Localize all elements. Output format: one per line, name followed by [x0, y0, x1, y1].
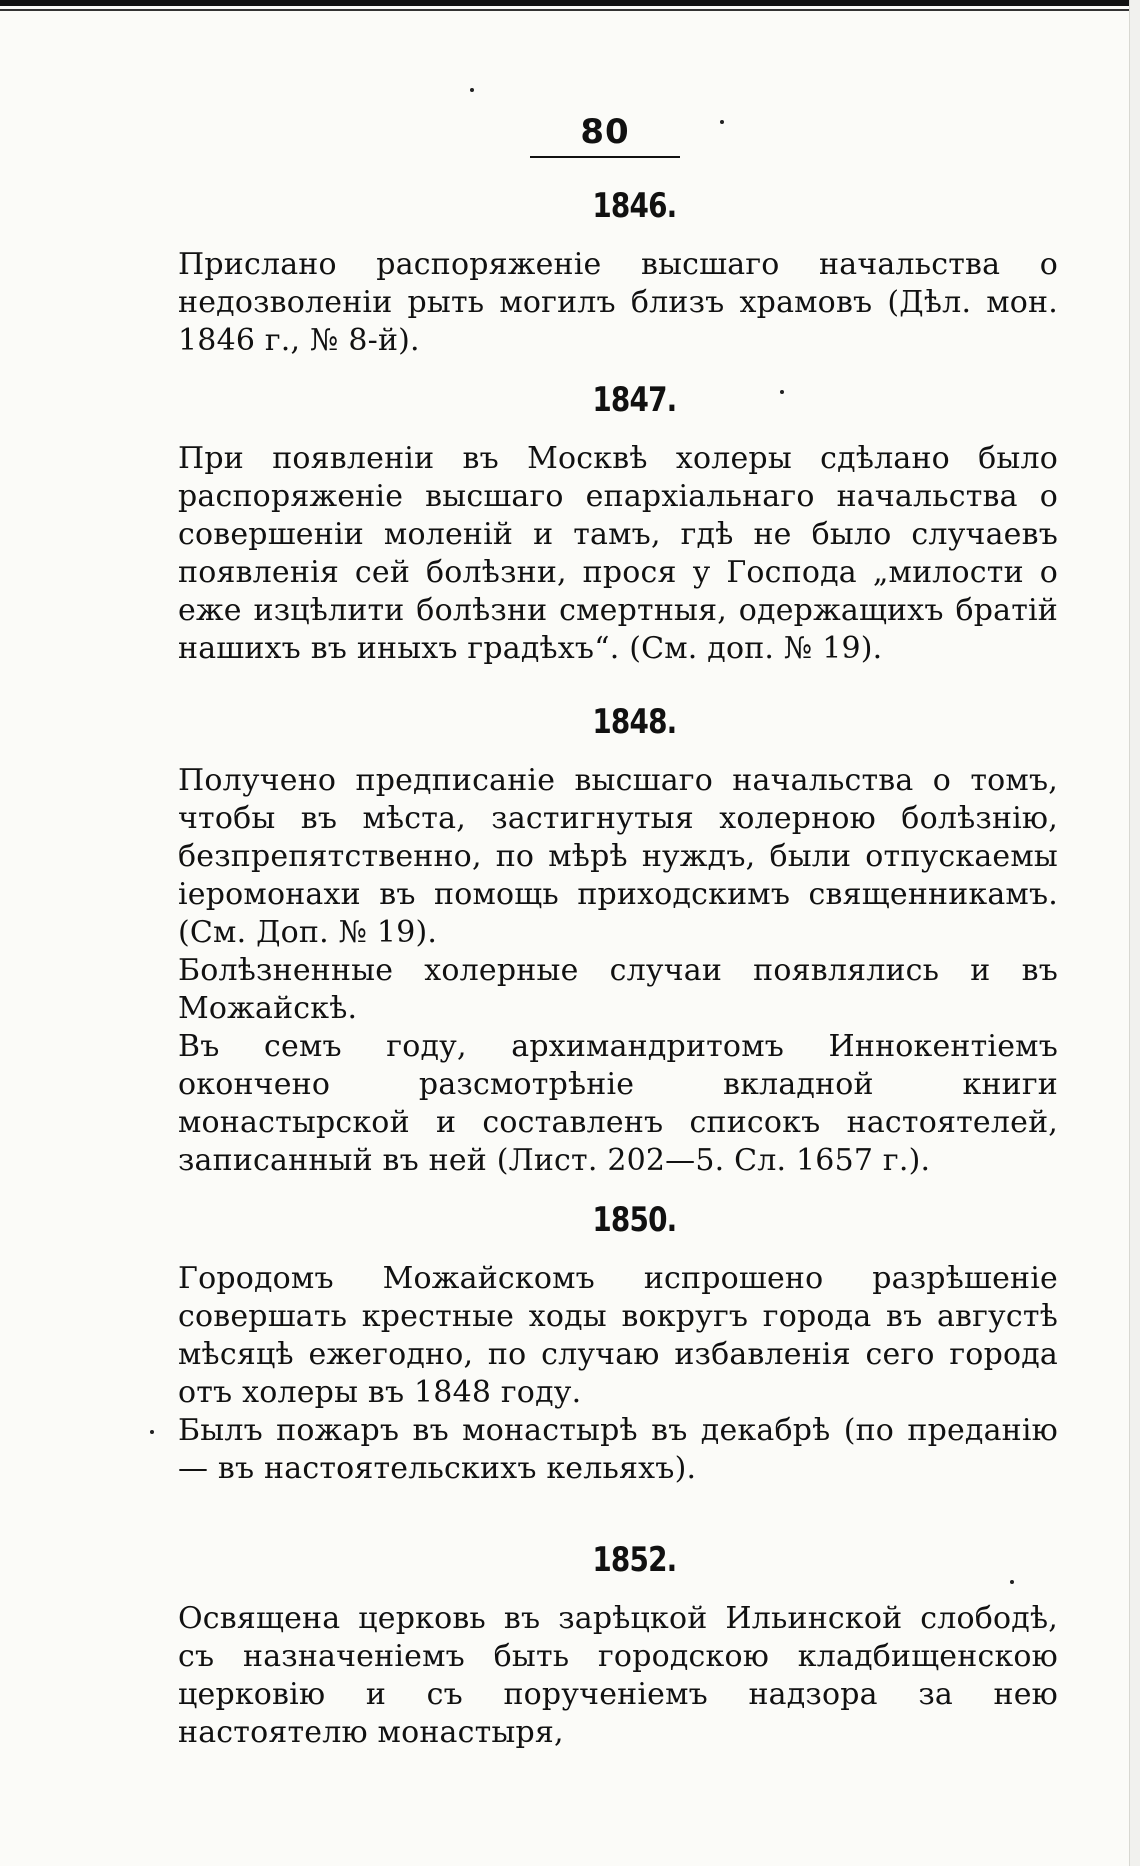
section-1847	[178, 380, 1058, 668]
print-speck	[470, 88, 474, 92]
section-year: 1848.	[592, 702, 677, 742]
top-border-rule	[0, 0, 1140, 14]
paragraph: Былъ пожаръ въ монастырѣ въ декабрѣ (по преданію — въ настоятельскихъ кельяхъ).	[178, 1413, 1058, 1486]
print-speck	[1010, 1580, 1014, 1584]
section-1846	[178, 186, 1058, 360]
paragraph: Болѣзненные холерные случаи появлялись и въ Можайскѣ.	[178, 953, 1058, 1026]
section-year: 1850.	[592, 1200, 677, 1240]
print-speck	[780, 390, 784, 394]
page-edge	[1129, 0, 1140, 1866]
paragraph: Въ семъ году, архимандритомъ Иннокентіемъ окончено разсмотрѣніе вкладной книги монастырской и составленъ списокъ настоятелей, записанный въ ней (Лист. 202—5. Сл. 1657 г.).	[178, 1029, 1058, 1178]
section-year: 1852.	[592, 1540, 677, 1580]
section-year: 1847.	[592, 380, 677, 420]
print-speck	[720, 120, 724, 124]
section-1850	[178, 1200, 1058, 1488]
section-year: 1846.	[592, 186, 677, 226]
page-body	[178, 186, 1058, 1752]
section-1852	[178, 1540, 1058, 1752]
page-number-rule	[530, 156, 680, 158]
paragraph: Освящена церковь въ зарѣцкой Ильинской слободѣ, съ назначеніемъ быть городскою кладбищенскою церковію и съ порученіемъ надзора за нею настоятелю монастыря,	[178, 1601, 1058, 1750]
page-number: 80	[580, 112, 630, 152]
paragraph: При появленіи въ Москвѣ холеры сдѣлано было распоряженіе высшаго епархіальнаго начальства о совершеніи моленій и тамъ, гдѣ не было случаевъ появленія сей болѣзни, прося у Господа „милости о еже изцѣлити болѣзни смертныя, одержащихъ братій нашихъ въ иныхъ градѣхъ“. (См. доп. № 19).	[178, 441, 1058, 666]
paragraph: Прислано распоряженіе высшаго начальства о недозволеніи рыть могилъ близъ храмовъ (Дѣл. мон. 1846 г., № 8-й).	[178, 247, 1058, 358]
print-speck	[150, 1430, 154, 1434]
section-1848	[178, 702, 1058, 1180]
paragraph: Городомъ Можайскомъ испрошено разрѣшеніе совершать крестные ходы вокругъ города въ августѣ мѣсяцѣ ежегодно, по случаю избавленія сего города отъ холеры въ 1848 году.	[178, 1261, 1058, 1410]
paragraph: Получено предписаніе высшаго начальства о томъ, чтобы въ мѣста, застигнутыя холерною болѣзнію, безпрепятственно, по мѣрѣ нуждъ, были отпускаемы іеромонахи въ помощь приходскимъ священникамъ. (См. Доп. № 19).	[178, 763, 1058, 950]
